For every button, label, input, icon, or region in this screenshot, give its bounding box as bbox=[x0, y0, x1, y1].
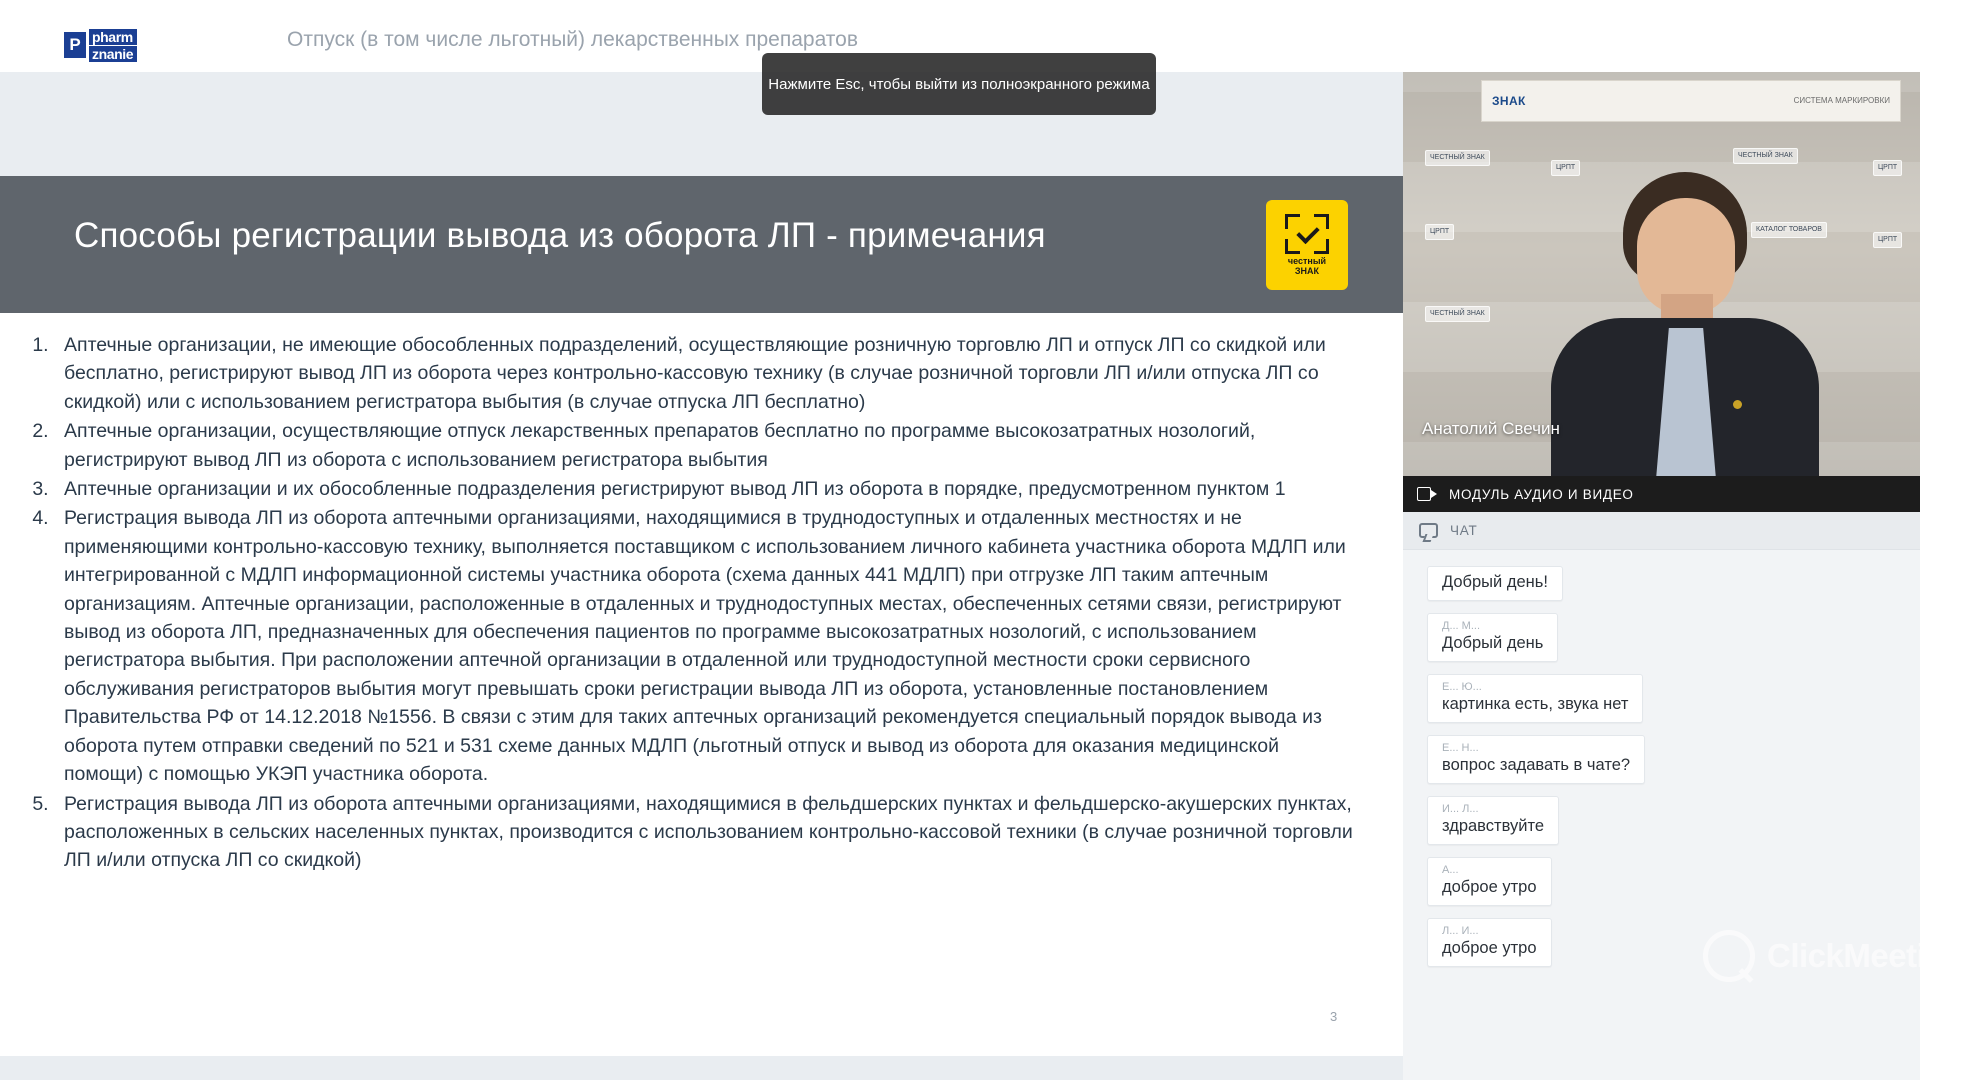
chat-bubble-icon bbox=[1419, 523, 1438, 538]
backdrop-chip: ЧЕСТНЫЙ ЗНАК bbox=[1733, 148, 1798, 164]
backdrop-banner-left: ЗНАК bbox=[1492, 94, 1526, 108]
backdrop-chip: ЦРПТ bbox=[1873, 160, 1902, 176]
chat-message-row bbox=[1403, 566, 1920, 613]
clickmeeting-watermark-text: ClickMeeting bbox=[1767, 937, 1965, 974]
znak-caption-line1: честный bbox=[1287, 256, 1327, 267]
list-item: 1. Аптечные организации, не имеющие обособленных подразделений, осуществляющие розничную торговлю ЛП и отпуск ЛП со скидкой или бесплатно, регистрируют вывод ЛП из оборота через контрольно-кассовую технику (в случае розничной торговли ЛП и/или отпуска ЛП со скидкой) или с использованием регистратора выбытия (в случае отпуска ЛП бесплатно) bbox=[54, 331, 1363, 416]
video-feed[interactable] bbox=[1403, 72, 1920, 512]
chat-message bbox=[1427, 674, 1643, 723]
backdrop-chip: КАТАЛОГ ТОВАРОВ bbox=[1751, 222, 1827, 238]
chat-message-row bbox=[1403, 918, 1920, 979]
chat-message-row bbox=[1403, 613, 1920, 674]
chat-message bbox=[1427, 796, 1559, 845]
list-item: 5. Регистрация вывода ЛП из оборота аптечными организациями, находящимися в фельдшерских пунктах и фельдшерско-акушерских пунктах, расположенных в сельских населенных пунктах, производится с использованием контрольно-кассовой техники (в случае розничной торговли ЛП и/или отпуска ЛП со скидкой) bbox=[54, 790, 1363, 875]
chat-message-row bbox=[1403, 674, 1920, 735]
camera-icon bbox=[1417, 487, 1437, 501]
backdrop-chip: ЦРПТ bbox=[1425, 224, 1454, 240]
slide-title: Способы регистрации вывода из оборота ЛП - примечания bbox=[74, 216, 1046, 255]
webinar-title: Отпуск (в том числе льготный) лекарственных препаратов bbox=[287, 28, 859, 51]
chat-message-author: А... bbox=[1442, 864, 1459, 876]
chat-title: ЧАТ bbox=[1450, 523, 1478, 538]
chat-message bbox=[1427, 918, 1552, 967]
list-item: 3. Аптечные организации и их обособленные подразделения регистрируют вывод ЛП из оборота в порядке, предусмотренном пунктом 1 bbox=[54, 475, 1363, 503]
backdrop-banner-right: СИСТЕМА МАРКИРОВКИ bbox=[1793, 96, 1890, 106]
chat-message-text: Добрый день! bbox=[1442, 573, 1548, 591]
slide-header bbox=[0, 176, 1403, 313]
chat-messages-list[interactable] bbox=[1403, 550, 1920, 1080]
backdrop-chip: ЦРПТ bbox=[1873, 232, 1902, 248]
slide-body bbox=[0, 313, 1403, 876]
slide-numbered-list bbox=[12, 331, 1363, 875]
slide-page-number: 3 bbox=[1330, 1009, 1338, 1024]
chat-header[interactable] bbox=[1403, 512, 1920, 550]
backdrop-banner bbox=[1481, 80, 1901, 122]
speaker-avatar bbox=[1551, 172, 1819, 512]
speaker-name-label: Анатолий Свечин bbox=[1422, 419, 1560, 438]
chat-message bbox=[1427, 613, 1558, 662]
presentation-area[interactable] bbox=[0, 72, 1403, 1080]
audio-video-module-bar[interactable] bbox=[1403, 476, 1920, 512]
chat-message-author: Д... М... bbox=[1442, 620, 1481, 632]
logo-line-2: znanie bbox=[89, 46, 137, 62]
znak-caption-line2: ЗНАК bbox=[1294, 265, 1320, 276]
speaker-lapel-pin-icon bbox=[1733, 400, 1742, 409]
logo-wordmark bbox=[89, 29, 137, 62]
znak-bracket-icon bbox=[1285, 214, 1329, 254]
backdrop-chip: ЧЕСТНЫЙ ЗНАК bbox=[1425, 306, 1490, 322]
chat-message-row bbox=[1403, 857, 1920, 918]
fullscreen-esc-toast: Нажмите Esc, чтобы выйти из полноэкранного режима bbox=[762, 53, 1156, 115]
chat-message-text: доброе утро bbox=[1442, 939, 1537, 957]
chestny-znak-logo-icon bbox=[1266, 200, 1348, 290]
chat-message-author: Л... И... bbox=[1442, 925, 1479, 937]
znak-caption bbox=[1288, 257, 1326, 276]
chat-message-author: И... Л... bbox=[1442, 803, 1479, 815]
audio-video-module-label: МОДУЛЬ АУДИО И ВИДЕО bbox=[1449, 486, 1634, 502]
list-item: 2. Аптечные организации, осуществляющие отпуск лекарственных препаратов бесплатно по программе высокозатратных нозологий, регистрируют вывод ЛП из оборота с использованием регистратора выбытия bbox=[54, 417, 1363, 474]
chat-message-text: здравствуйте bbox=[1442, 817, 1544, 835]
backdrop-chip: ЦРПТ bbox=[1551, 160, 1580, 176]
chat-message-text: вопрос задавать в чате? bbox=[1442, 756, 1631, 774]
logo-line-1: pharm bbox=[89, 29, 137, 45]
pharmznanie-logo[interactable] bbox=[64, 30, 186, 60]
list-item: 4. Регистрация вывода ЛП из оборота аптечными организациями, находящимися в труднодоступных и отдаленных местностях и не применяющими контрольно-кассовую технику, выполняется поставщиком с использованием личного кабинета участника оборота МДЛП или интегрированной с МДЛП информационной системы участника оборота (схема данных 441 МДЛП) при отгрузке ЛП таким аптечным организациям. Аптечные организации, расположенные в отдаленных и труднодоступных местах, обеспеченных сетями связи, регистрируют вывод из оборота ЛП, предназначенных для обеспечения пациентов по программе высокозатратных нозологий, с использованием регистратора выбытия. При расположении аптечной организации в отдаленной или труднодоступной местности сроки сервисного обслуживания регистраторов выбытия могут превышать сроки регистрации вывода ЛП из оборота, установленные постановлением Правительства РФ от 14.12.2018 №1556. В связи с этим для таких аптечных организаций рекомендуется специальный порядок вывода из оборота путем отправки сведений по 521 и 531 схеме данных МДЛП (льготный отпуск и вывод из оборота для оказания медицинской помощи) с помощью УКЭП участника оборота. bbox=[54, 504, 1363, 788]
chat-message-text: картинка есть, звука нет bbox=[1442, 695, 1629, 713]
slide bbox=[0, 176, 1403, 1056]
chat-message bbox=[1427, 857, 1552, 906]
chat-message-author: Е... Ю... bbox=[1442, 681, 1482, 693]
right-panel bbox=[1403, 72, 1920, 1080]
chat-message-author: Е... Н... bbox=[1442, 742, 1479, 754]
backdrop-chip: ЧЕСТНЫЙ ЗНАК bbox=[1425, 150, 1490, 166]
chat-message-row bbox=[1403, 735, 1920, 796]
chat-message-row bbox=[1403, 796, 1920, 857]
chat-message-text: доброе утро bbox=[1442, 878, 1537, 896]
chat-message bbox=[1427, 566, 1563, 601]
chat-message bbox=[1427, 735, 1645, 784]
chat-message-text: Добрый день bbox=[1442, 634, 1544, 652]
logo-mark-icon: P bbox=[64, 32, 86, 58]
